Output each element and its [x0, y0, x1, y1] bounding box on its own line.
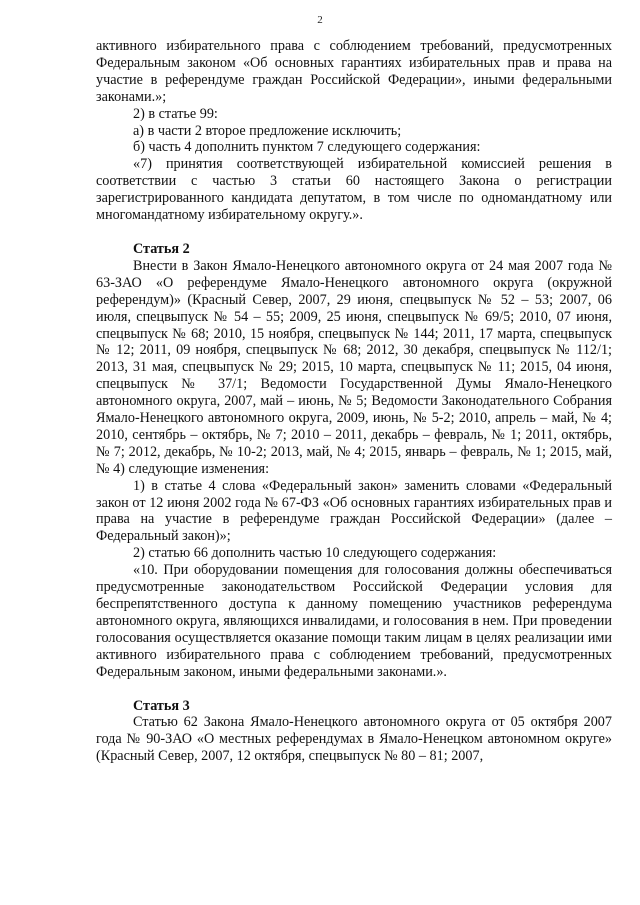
paragraph-item: 2) в статье 99:	[133, 105, 218, 122]
page-number: 2	[317, 14, 323, 26]
paragraph-article-2-intro: Внести в Закон Ямало-Ненецкого автономного округа от 24 мая 2007 года № 63-ЗАО «О референдуме Ямало-Ненецкого автономного округа (окружной референдум)» (Красный Север, 2007, 29 июня, спецвыпуск № 52 – 53; 2007, 06 июля, спецвыпуск № 54 – 55; 2009, 25 июня, спецвыпуск № 69/5; 2010, 07 июня, спецвыпуск № 68; 2010, 15 ноября, спецвыпуск № 144; 2011, 17 марта, спецвыпуск № 12; 2011, 09 ноября, спецвыпуск № 68; 2012, 30 декабря, спецвыпуск № 112/1; 2013, 31 мая, спецвыпуск № 29; 2015, 10 марта, спецвыпуск № 11; 2015, 04 июня, спецвыпуск № 37/1; Ведомости Государственной Думы Ямало-Ненецкого автономного округа, 2007, май – июнь, № 5; Ведомости Законодательного Собрания Ямало-Ненецкого автономного округа, 2009, июнь, № 5-2; 2010, апрель – май, № 4; 2010, сентябрь – октябрь, № 7; 2010 – 2011, декабрь – февраль, № 1; 2011, октябрь, № 7; 2012, декабрь, № 10-2; 2013, май, № 4; 2015, январь – февраль, № 1; 2015, май, № 4) следующие изменения:	[96, 257, 612, 477]
paragraph-article-3-intro: Статью 62 Закона Ямало-Ненецкого автономного округа от 05 октября 2007 года № 90-ЗАО «О местных референдумах в Ямало-Ненецком автономном округе» (Красный Север, 2007, 12 октября, спецвыпуск № 80 – 81; 2007,	[96, 714, 612, 765]
article-2-heading: Статья 2	[133, 240, 190, 257]
paragraph-quote: «7) принятия соответствующей избирательной комиссией решения в соответствии с частью 3 статьи 60 настоящего Закона о регистрации зарегистрированного кандидата депутатом, в том числе по одномандатному или многомандатному избирательному округу.».	[96, 156, 612, 224]
paragraph-item: б) часть 4 дополнить пунктом 7 следующего содержания:	[133, 139, 481, 156]
document-body	[96, 38, 612, 765]
paragraph-item: а) в части 2 второе предложение исключить;	[133, 122, 402, 139]
paragraph-item: 1) в статье 4 слова «Федеральный закон» заменить словами «Федеральный закон от 12 июня 2002 года № 67-ФЗ «Об основных гарантиях избирательных прав и права на участие в референдуме граждан Российской Федерации» (далее – Федеральный закон)»;	[96, 477, 612, 545]
paragraph-item: 2) статью 66 дополнить частью 10 следующего содержания:	[133, 545, 497, 562]
article-3-heading: Статья 3	[133, 697, 190, 714]
paragraph-continuation: активного избирательного права с соблюдением требований, предусмотренных Федеральным законом «Об основных гарантиях избирательных прав и права на участие в референдуме граждан Российской Федерации», иными федеральными законами.»;	[96, 38, 612, 105]
paragraph-quote: «10. При оборудовании помещения для голосования должны обеспечиваться предусмотренные законодательством Российской Федерации условия для беспрепятственного доступа к данному помещению участников референдума автономного округа, являющихся инвалидами, и голосования в нем. При проведении голосования осуществляется оказание помощи таким лицам в целях реализации ими активного избирательного права с соблюдением требований, предусмотренных Федеральным законом, иными федеральными законами.».	[96, 562, 612, 680]
